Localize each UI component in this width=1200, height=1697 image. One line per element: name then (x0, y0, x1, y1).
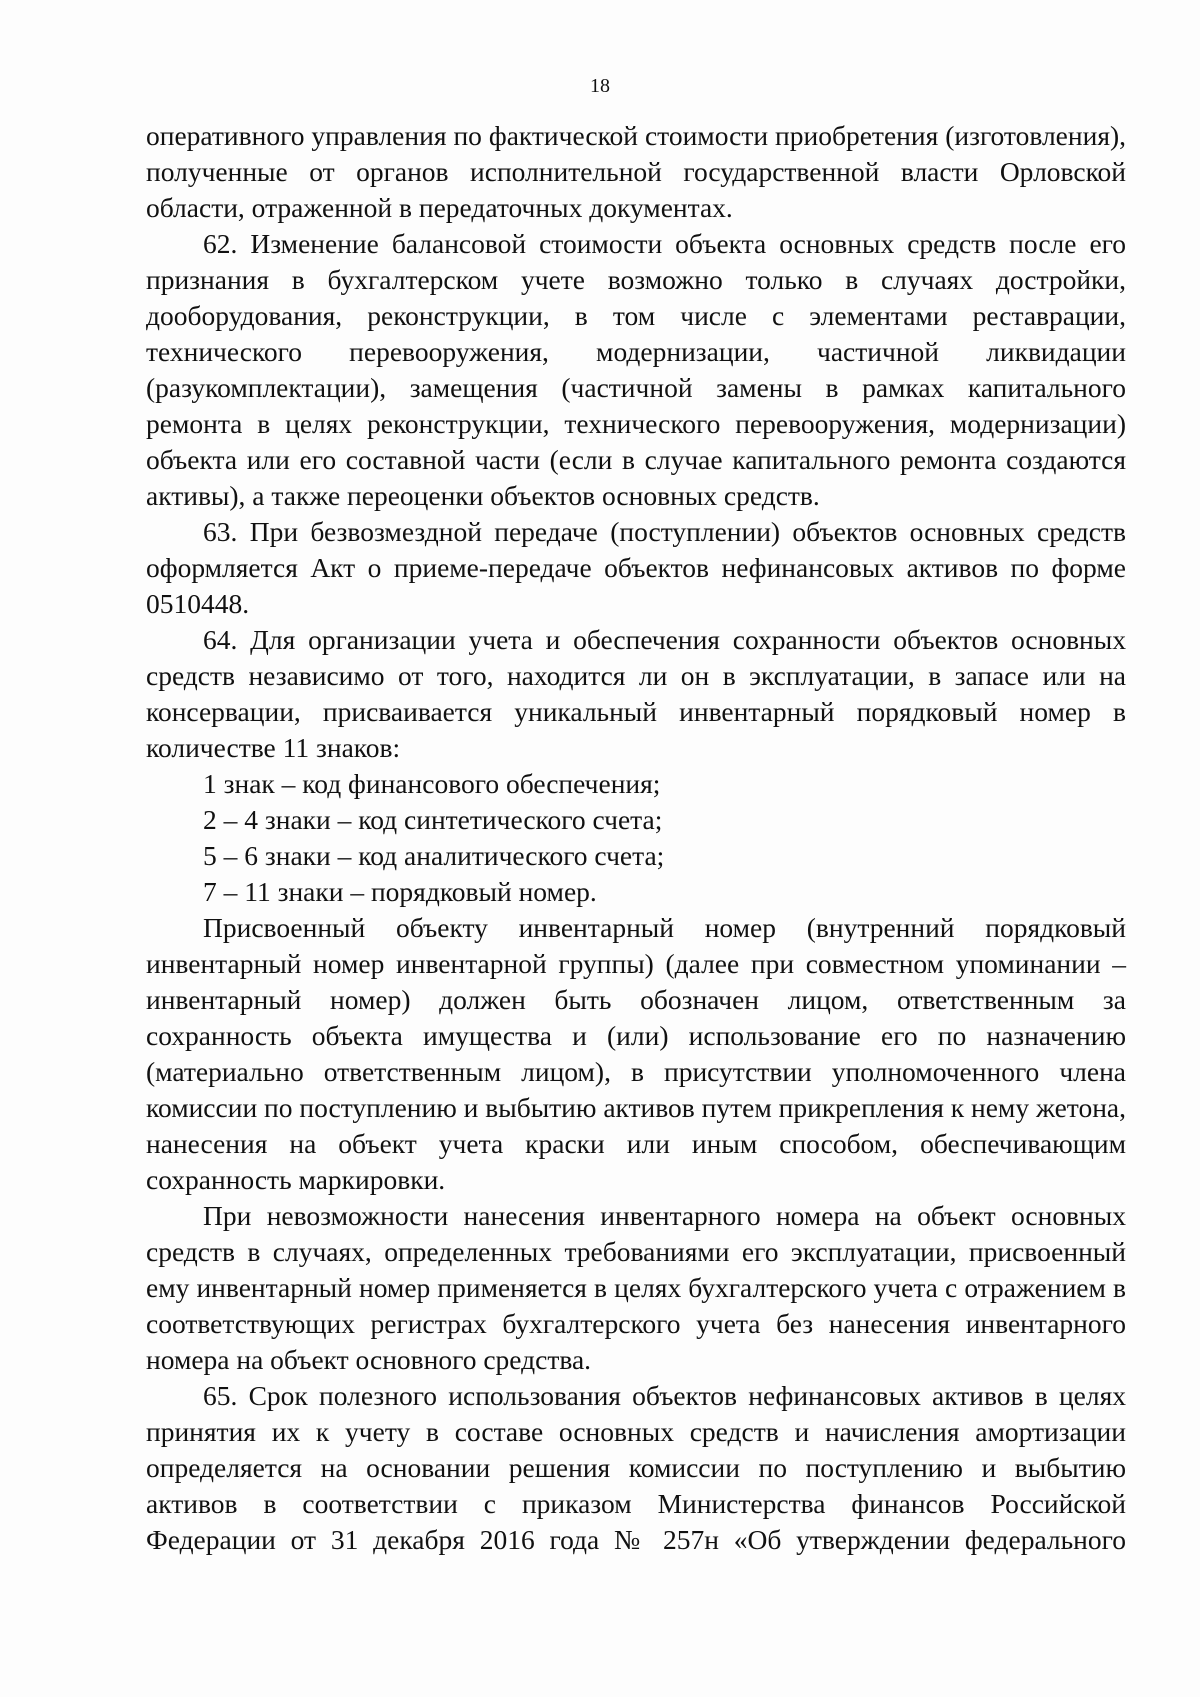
paragraph-65: 65. Срок полезного использования объектов нефинансовых активов в целях принятия их к учету в составе основных средств и начисления амортизации определяется на основании решения комиссии по поступлению и выбытию активов в соответствии с приказом Министерства финансов Российской Федерации от 31 декабря 2016 года № 257н «Об утверждении федерального (146, 1380, 1126, 1555)
paragraph-63: 63. При безвозмездной передаче (поступлении) объектов основных средств оформляется Акт о приеме-передаче объектов нефинансовых активов по форме 0510448. (146, 516, 1126, 619)
page-number: 18 (590, 75, 610, 97)
paragraph-continuation: оперативного управления по фактической стоимости приобретения (изготовления), полученные от органов исполнительной государственной власти Орловской области, отраженной в передаточных документах. (146, 120, 1126, 223)
document-body (146, 118, 1126, 1558)
paragraph-64: 64. Для организации учета и обеспечения сохранности объектов основных средств независимо от того, находится ли он в эксплуатации, в запасе или на консервации, присваивается уникальный инвентарный порядковый номер в количестве 11 знаков: (146, 624, 1126, 763)
list-item-signs-2-4: 2 – 4 знаки – код синтетического счета; (203, 804, 663, 835)
paragraph-inventory-number-assignment: Присвоенный объекту инвентарный номер (внутренний порядковый инвентарный номер инвентарной группы) (далее при совместном упоминании – инвентарный номер) должен быть обозначен лицом, ответственным за сохранность объекта имущества и (или) использование его по назначению (материально ответственным лицом), в присутствии уполномоченного члена комиссии по поступлению и выбытию активов путем прикрепления к нему жетона, нанесения на объект учета краски или иным способом, обеспечивающим сохранность маркировки. (146, 912, 1126, 1195)
list-item-signs-7-11: 7 – 11 знаки – порядковый номер. (203, 876, 597, 907)
paragraph-62: 62. Изменение балансовой стоимости объекта основных средств после его признания в бухгалтерском учете возможно только в случаях достройки, дооборудования, реконструкции, в том числе с элементами реставрации, технического перевооружения, модернизации, частичной ликвидации (разукомплектации), замещения (частичной замены в рамках капитального ремонта в целях реконструкции, технического перевооружения, модернизации) объекта или его составной части (если в случае капитального ремонта создаются активы), а также переоценки объектов основных средств. (146, 228, 1126, 511)
list-item-sign-1: 1 знак – код финансового обеспечения; (203, 768, 661, 799)
paragraph-inventory-number-impossible: При невозможности нанесения инвентарного номера на объект основных средств в случаях, определенных требованиями его эксплуатации, присвоенный ему инвентарный номер применяется в целях бухгалтерского учета с отражением в соответствующих регистрах бухгалтерского учета без нанесения инвентарного номера на объект основного средства. (146, 1200, 1126, 1375)
list-item-signs-5-6: 5 – 6 знаки – код аналитического счета; (203, 840, 665, 871)
